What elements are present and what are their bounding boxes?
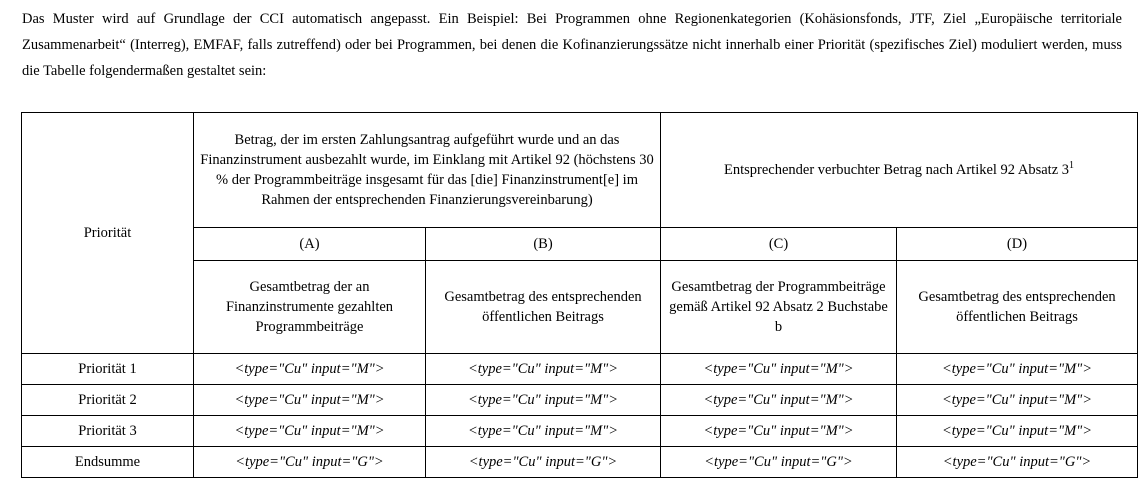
amount-field[interactable]: <type="Cu" input="M"> (661, 354, 897, 385)
amount-field[interactable]: <type="Cu" input="M"> (194, 416, 426, 447)
table-row (22, 354, 1138, 385)
column-letter-d: (D) (897, 228, 1138, 261)
table-row (22, 385, 1138, 416)
group-header-booked-text: Entsprechender verbuchter Betrag nach Artikel 92 Absatz 3 (723, 162, 1070, 178)
column-letter-c: (C) (661, 228, 897, 261)
intro-paragraph: Das Muster wird auf Grundlage der CCI automatisch angepasst. Ein Beispiel: Bei Programmen ohne Regionenkategorien (Kohäsionsfonds, JTF, Ziel „Europäische territoriale Zusammenarbeit“ (Interreg), EMFAF, falls zutreffend) oder bei Programmen, bei denen die Kofinanzierungssätze nicht innerhalb einer Priorität (spezifisches Ziel) moduliert werden, muss die Tabelle folgendermaßen gestaltet sein: (22, 11, 1122, 79)
amount-field[interactable]: <type="Cu" input="M"> (897, 385, 1138, 416)
column-description-b: Gesamtbetrag des entsprechenden öffentlichen Beitrags (426, 261, 661, 354)
total-field[interactable]: <type="Cu" input="G"> (426, 447, 661, 478)
column-description-d: Gesamtbetrag des entsprechenden öffentlichen Beitrags (897, 261, 1138, 354)
amount-field[interactable]: <type="Cu" input="M"> (426, 385, 661, 416)
column-letter-a: (A) (194, 228, 426, 261)
row-label: Priorität 3 (22, 416, 194, 447)
column-description-a: Gesamtbetrag der an Finanzinstrumente gezahlten Programmbeiträge (194, 261, 426, 354)
row-label: Endsumme (22, 447, 194, 478)
amount-field[interactable]: <type="Cu" input="M"> (426, 416, 661, 447)
amount-field[interactable]: <type="Cu" input="M"> (194, 385, 426, 416)
amount-field[interactable]: <type="Cu" input="M"> (897, 416, 1138, 447)
row-label: Priorität 2 (22, 385, 194, 416)
group-header-first-payment: Betrag, der im ersten Zahlungsantrag aufgeführt wurde und an das Finanzinstrument ausbezahlt wurde, im Einklang mit Artikel 92 (höchstens 30 % der Programmbeiträge insgesamt für das [die] Finanzinstrument[e] im Rahmen der entsprechenden Finanzierungsvereinbarung) (194, 113, 661, 228)
amount-field[interactable]: <type="Cu" input="M"> (897, 354, 1138, 385)
table-row (22, 416, 1138, 447)
column-description-c: Gesamtbetrag der Programmbeiträge gemäß Artikel 92 Absatz 2 Buchstabe b (661, 261, 897, 354)
amount-field[interactable]: <type="Cu" input="M"> (426, 354, 661, 385)
amount-field[interactable]: <type="Cu" input="M"> (661, 385, 897, 416)
total-field[interactable]: <type="Cu" input="G"> (661, 447, 897, 478)
footnote-marker: 1 (1069, 160, 1075, 172)
amount-field[interactable]: <type="Cu" input="M"> (194, 354, 426, 385)
column-letter-b: (B) (426, 228, 661, 261)
priority-amount-table (21, 112, 1138, 478)
row-label: Priorität 1 (22, 354, 194, 385)
table-row-total (22, 447, 1138, 478)
total-field[interactable]: <type="Cu" input="G"> (897, 447, 1138, 478)
priority-column-header: Priorität (22, 113, 194, 354)
intro-text (22, 6, 1122, 84)
group-header-booked-amount (661, 113, 1138, 228)
amount-field[interactable]: <type="Cu" input="M"> (661, 416, 897, 447)
total-field[interactable]: <type="Cu" input="G"> (194, 447, 426, 478)
